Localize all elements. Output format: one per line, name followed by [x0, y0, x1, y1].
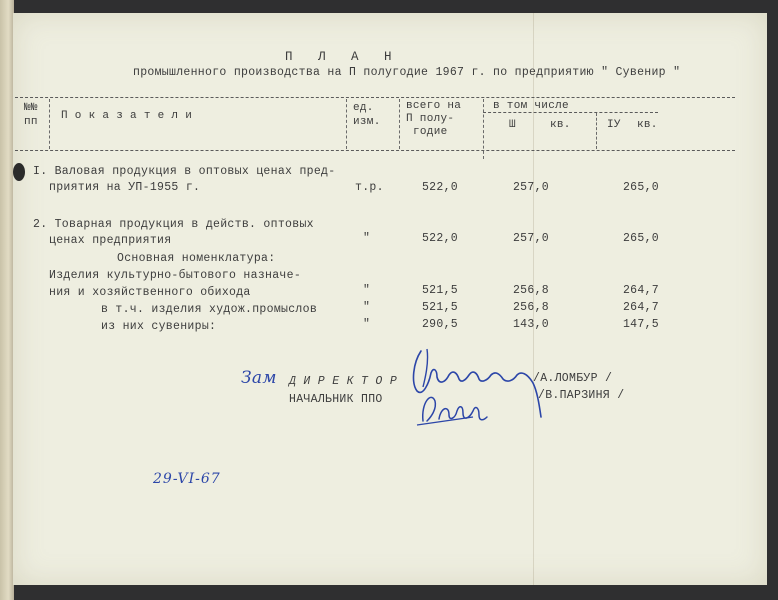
item-2-q4: 264,7: [622, 301, 659, 314]
header-total-2: П полу-: [406, 113, 455, 125]
item-3-total: 290,5: [421, 318, 458, 331]
header-indicators: П о к а з а т е л и: [61, 110, 193, 122]
header-bottom-rule: [15, 150, 735, 151]
handwritten-zam: Зам: [241, 368, 277, 388]
item-1-line-2: ния и хозяйственного обихода: [49, 286, 251, 299]
header-top-rule: [15, 97, 735, 98]
ppo-name: /В.ПАРЗИНЯ /: [538, 389, 625, 402]
item-1-total: 521,5: [421, 284, 458, 297]
item-1-unit: ": [363, 284, 371, 297]
col-sep-1: [49, 99, 50, 149]
director-label: Д И Р Е К Т О Р: [289, 375, 398, 388]
item-3-q3: 143,0: [512, 318, 549, 331]
col-sep-4: [483, 99, 484, 159]
header-total-3: годие: [413, 126, 448, 138]
row-2-q3: 257,0: [512, 232, 549, 245]
item-1-q3: 256,8: [512, 284, 549, 297]
row-1-line-1: I. Валовая продукция в оптовых ценах пред-: [33, 165, 336, 178]
item-3-unit: ": [363, 318, 371, 331]
item-2-q3: 256,8: [512, 301, 549, 314]
col-sep-2: [346, 99, 347, 149]
item-2-line-2: в т.ч. изделия худож.промыслов: [101, 303, 318, 316]
header-q4-roman: IУ: [607, 119, 621, 131]
row-2-total: 522,0: [421, 232, 458, 245]
handwritten-date: 29-VI-67: [153, 471, 221, 487]
director-name: /А.ЛОМБУР /: [533, 372, 613, 385]
item-3-q4: 147,5: [622, 318, 659, 331]
binder-edge: [0, 0, 14, 600]
header-q4-kv: кв.: [637, 119, 658, 131]
header-unit-1: ед.: [353, 102, 374, 114]
row-1-q4: 265,0: [622, 181, 659, 194]
row-2-line-1: 2. Товарная продукция в действ. оптовых: [33, 218, 314, 231]
row-2-unit: ": [363, 232, 371, 245]
header-q3-roman: Ш: [509, 119, 516, 131]
row-1-q3: 257,0: [512, 181, 549, 194]
nomenclature-label: Основная номенклатура:: [117, 252, 276, 265]
header-num: №№: [24, 102, 38, 114]
header-sub-rule: [483, 112, 658, 113]
row-1-total: 522,0: [421, 181, 458, 194]
ppo-signature: [413, 383, 493, 433]
row-2-q4: 265,0: [622, 232, 659, 245]
row-1-line-2: приятия на УП-1955 г.: [49, 181, 201, 194]
ppo-label: НАЧАЛЬНИК ППО: [289, 393, 383, 406]
header-q3-kv: кв.: [550, 119, 571, 131]
document-sheet: [13, 13, 767, 585]
row-1-unit: т.р.: [355, 181, 384, 194]
item-1-line-1: Изделия культурно-бытового назначе-: [49, 269, 302, 282]
item-1-q4: 264,7: [622, 284, 659, 297]
doc-subtitle: промышленного производства на П полугодие 1967 г. по предприятию " Сувенир ": [133, 66, 681, 79]
item-2-total: 521,5: [421, 301, 458, 314]
item-3-line-2: из них сувениры:: [101, 320, 217, 333]
header-unit-2: изм.: [353, 116, 381, 128]
header-including: в том числе: [493, 100, 569, 112]
header-num-2: пп: [24, 116, 38, 128]
doc-title: П Л А Н: [285, 50, 401, 64]
paper-fold: [533, 13, 534, 585]
col-sep-3: [399, 99, 400, 149]
item-2-unit: ": [363, 301, 371, 314]
punch-hole: [13, 163, 25, 181]
header-total-1: всего на: [406, 100, 462, 112]
col-sep-5: [596, 113, 597, 149]
row-2-line-2: ценах предприятия: [49, 234, 172, 247]
